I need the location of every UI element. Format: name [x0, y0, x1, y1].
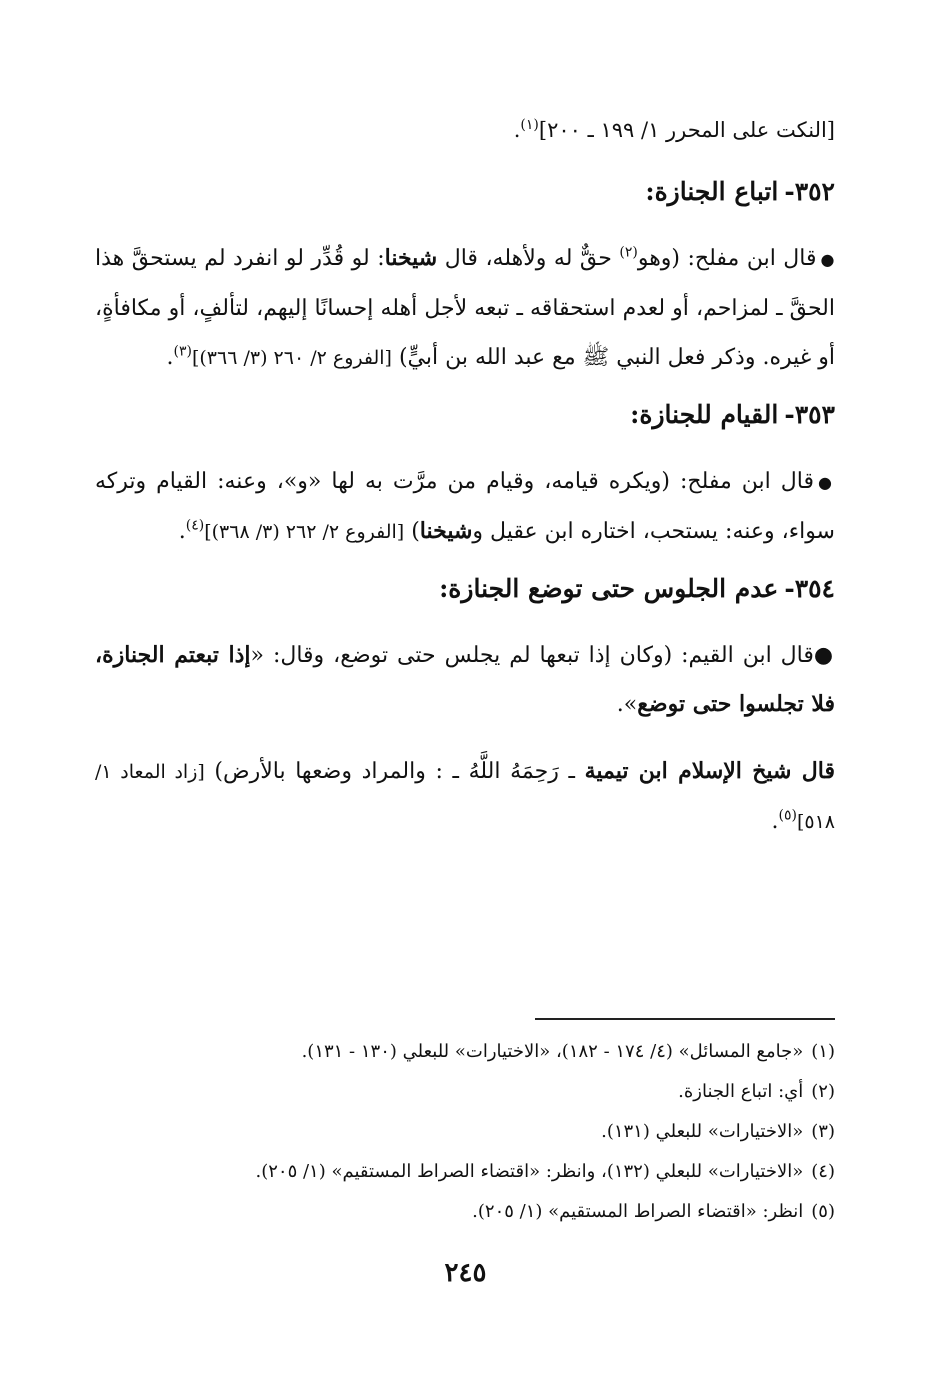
section-number: ٣٥٤- — [784, 574, 835, 603]
footnote-number: (٣) — [811, 1121, 835, 1142]
section-title: القيام للجنازة: — [630, 400, 779, 429]
footnote-text: «الاختيارات» للبعلي (١٣١). — [601, 1121, 804, 1142]
bullet-icon: ● — [820, 250, 835, 269]
footnote-item — [95, 1152, 835, 1192]
footnotes — [95, 1032, 835, 1232]
punctuation: . — [771, 809, 779, 834]
footnote-divider — [535, 1018, 835, 1020]
page-number: ٢٤٥ — [444, 1258, 487, 1288]
footnote-number: (٥) — [811, 1201, 835, 1222]
reference-text: [النكت على المحرر ١/ ١٩٩ ـ ٢٠٠] — [538, 118, 835, 142]
section-paragraph — [95, 747, 835, 847]
top-reference — [95, 108, 835, 152]
hadith-quote: إذا تبعتم الجنازة، فلا تجلسوا حتى توضع — [95, 642, 835, 717]
source-reference: [زاد المعاد ١/ ٥١٨] — [95, 761, 835, 833]
punctuation: . — [513, 118, 521, 142]
footnote-text: انظر: «اقتضاء الصراط المستقيم» (١/ ٢٠٥). — [472, 1201, 804, 1222]
page-body — [95, 108, 835, 857]
section-paragraph — [95, 457, 835, 557]
section-number: ٣٥٣- — [784, 400, 835, 429]
footnote-item — [95, 1192, 835, 1232]
section-number: ٣٥٢- — [784, 177, 835, 206]
paragraph-text: قال ابن القيم: (وكان إذا تبعها لم يجلس حتى توضع، وقال: « — [250, 643, 814, 668]
paragraph-text: : لو قُدِّر لو انفرد لم يستحقَّ هذا الحقَّ ـ لمزاحم، أو لعدم استحقاقه ـ تبعه لأجل أهله إحسانًا إليهم، لتألفٍ، أو مكافأةٍ، أو غيره. وذكر فعل النبي ﷺ مع عبد الله بن أبيٍّ) — [95, 246, 835, 370]
footnote-number: (١) — [811, 1041, 835, 1062]
paragraph-text: ) — [404, 519, 420, 544]
footnote-number: (٢) — [811, 1081, 835, 1102]
footnote-item — [95, 1072, 835, 1112]
paragraph-text: ـ رَحِمَهُ اللَّهُ ـ : والمراد وضعها بالأرض) — [204, 759, 585, 784]
footnote-marker: (٥) — [778, 807, 797, 824]
paragraph-text: حقٌّ له ولأهله، قال — [437, 246, 620, 271]
paragraph-text: قال ابن مفلح: (ويكره قيامه، وقيام من مرَّت به لها «و»، وعنه: القيام وتركه سواء، وعنه: يستحب، اختاره ابن عقيل و — [95, 469, 835, 544]
bold-term: شيخنا — [384, 245, 438, 271]
section-title: عدم الجلوس حتى توضع الجنازة: — [439, 574, 779, 603]
bullet-icon: ● — [818, 473, 835, 492]
footnote-marker: (٢) — [619, 244, 638, 261]
source-reference: [الفروع ٢/ ٢٦٠ (٣/ ٣٦٦)] — [191, 347, 392, 369]
section-heading-352 — [95, 170, 835, 214]
footnote-marker: (٣) — [173, 343, 192, 360]
paragraph-text: قال ابن مفلح: (وهو — [637, 246, 817, 271]
paragraph-text: ». — [616, 692, 638, 717]
section-paragraph — [95, 234, 835, 383]
punctuation: . — [166, 345, 174, 370]
footnote-text: «جامع المسائل» (٤/ ١٧٤ - ١٨٢)، «الاختيارات» للبعلي (١٣٠ - ١٣١). — [301, 1041, 804, 1062]
bold-term: شيخنا — [419, 518, 473, 544]
section-title: اتباع الجنازة: — [645, 177, 779, 206]
section-heading-353 — [95, 393, 835, 437]
footnote-number: (٤) — [811, 1161, 835, 1182]
footnote-marker: (٤) — [185, 517, 205, 534]
footnote-text: أي: اتباع الجنازة. — [678, 1081, 804, 1102]
source-reference: [الفروع ٢/ ٢٦٢ (٣/ ٣٦٨)] — [204, 521, 405, 543]
footnote-item — [95, 1112, 835, 1152]
footnote-text: «الاختيارات» للبعلي (١٣٢)، وانظر: «اقتضاء الصراط المستقيم» (١/ ٢٠٥). — [255, 1161, 804, 1182]
bullet-icon: ● — [813, 643, 835, 668]
bold-term: قال شيخ الإسلام ابن تيمية — [584, 758, 835, 784]
punctuation: . — [178, 519, 186, 544]
footnote-item — [95, 1032, 835, 1072]
section-paragraph — [95, 631, 835, 729]
section-heading-354 — [95, 567, 835, 611]
footnote-marker: (١) — [520, 117, 539, 133]
